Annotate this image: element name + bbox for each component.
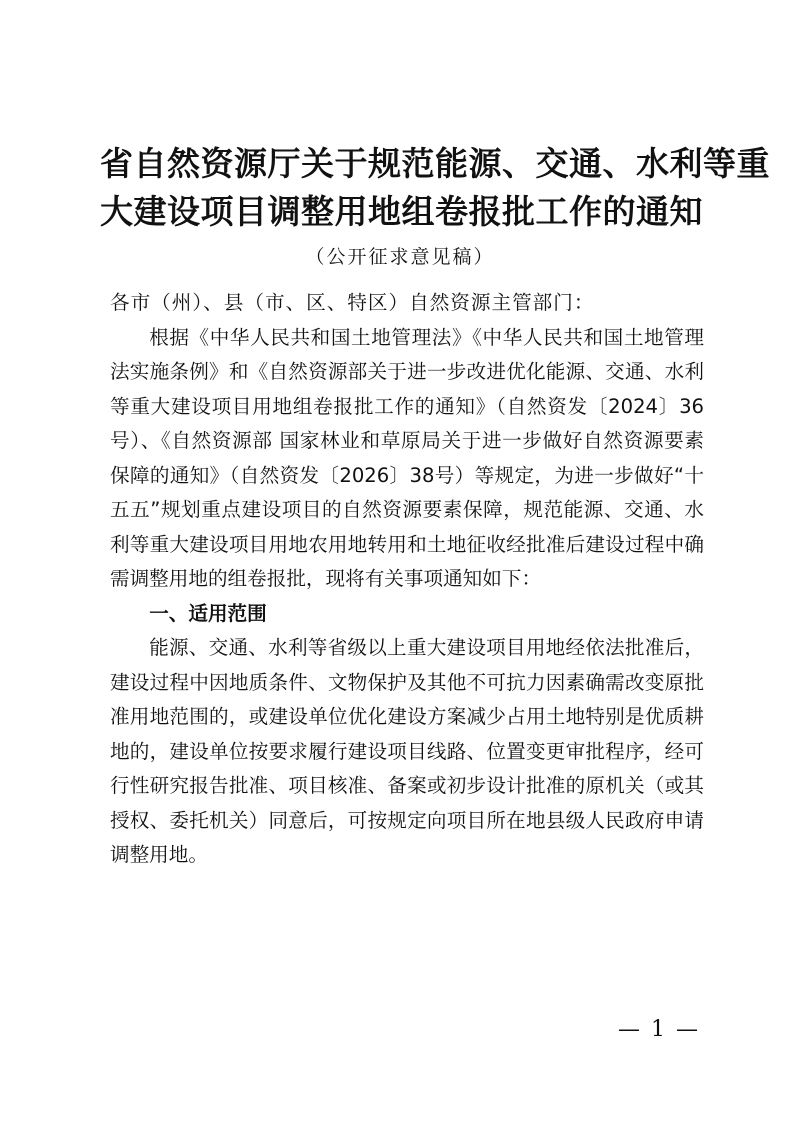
paragraph-intro: 根据《中华人民共和国土地管理法》《中华人民共和国土地管理法实施条例》和《自然资源部关于进一步改进优化能源、交通、水利等重大建设项目用地组卷报批工作的通知》（自然资发〔2024〕36号）、《自然资源部 国家林业和草原局关于进一步做好自然资源要素保障的通知》（自然资发〔2026〕38号）等规定，为进一步做好“十五五”规划重点建设项目的自然资源要素保障，规范能源、交通、水利等重大建设项目用地农用地转用和土地征收经批准后建设过程中确需调整用地的组卷报批，现将有关事项通知如下：: [110, 325, 704, 590]
section-heading-scope: 一、适用范围: [149, 601, 267, 625]
document-body: [110, 286, 704, 873]
document-title: [100, 140, 770, 236]
page-number: — 1 —: [618, 1017, 700, 1042]
title-line-1: 省自然资源厅关于规范能源、交通、水利等重: [100, 144, 770, 183]
document-subtitle: （公开征求意见稿）: [305, 246, 495, 268]
title-line-2: 大建设项目调整用地组卷报批工作的通知: [100, 192, 703, 231]
paragraph-scope: 能源、交通、水利等省级以上重大建设项目用地经依法批准后，建设过程中因地质条件、文物保护及其他不可抗力因素确需改变原批准用地范围的，或建设单位优化建设方案减少占用土地特别是优质耕地的，建设单位按要求履行建设项目线路、位置变更审批程序，经可行性研究报告批准、项目核准、备案或初步设计批准的原机关（或其授权、委托机关）同意后，可按规定向项目所在地县级人民政府申请调整用地。: [110, 636, 704, 866]
salutation: 各市（州）、县（市、区、特区）自然资源主管部门：: [110, 291, 595, 314]
